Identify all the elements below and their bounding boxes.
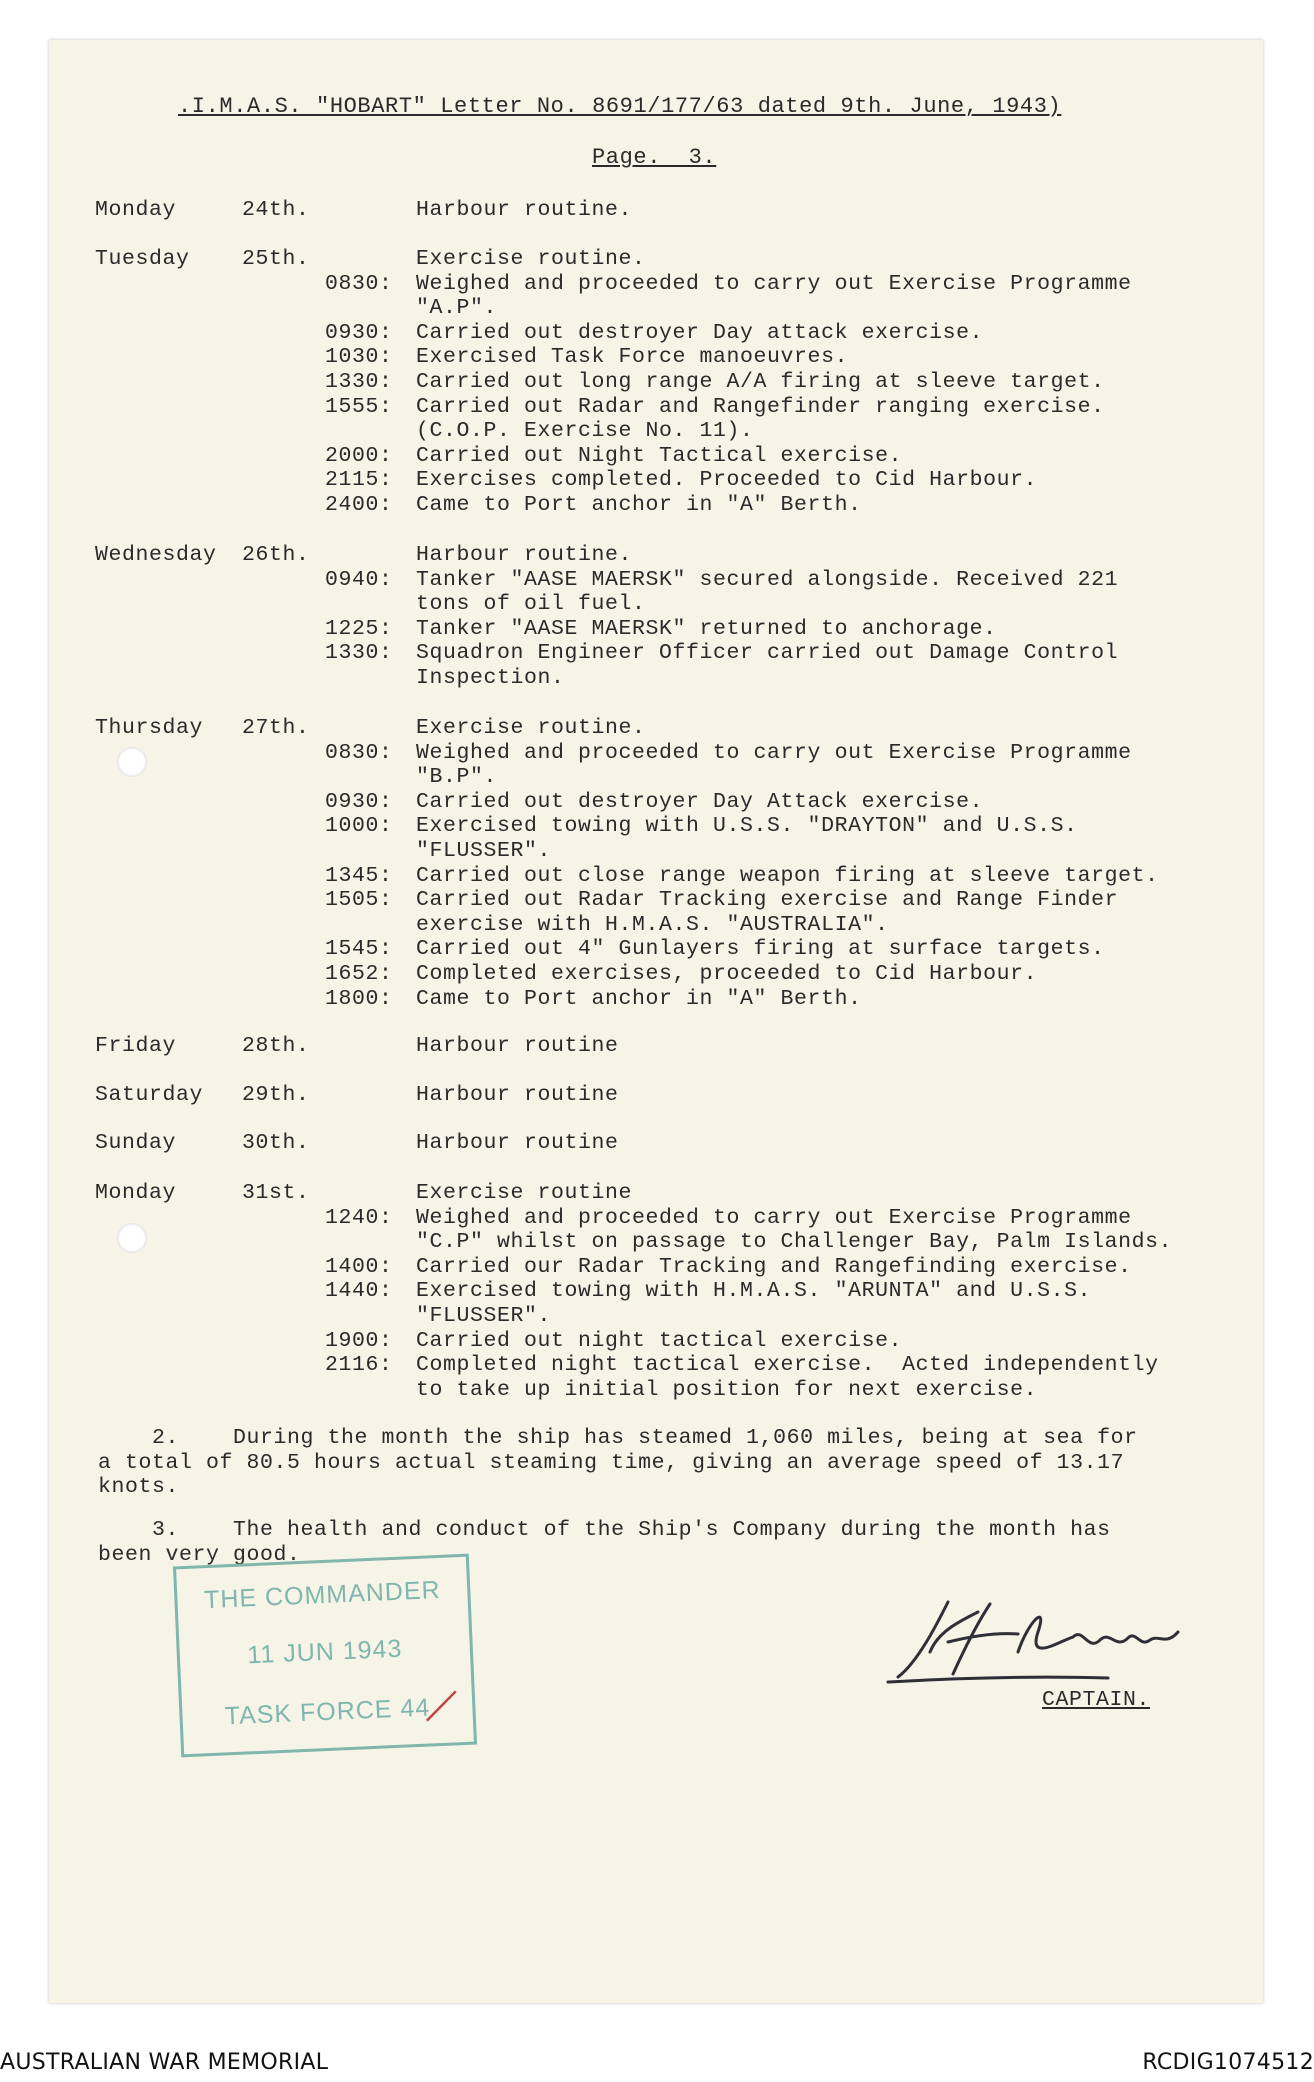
- log-time: 1555:: [325, 394, 393, 419]
- log-entry: Tanker "AASE MAERSK" returned to anchorage.: [416, 616, 997, 641]
- log-time: 0830:: [325, 740, 393, 765]
- log-time: 1330:: [325, 370, 393, 394]
- log-entry: "C.P" whilst on passage to Challenger Bay, Palm Islands.: [416, 1230, 1173, 1255]
- footer-credit: AUSTRALIAN WAR MEMORIAL: [0, 2050, 329, 2075]
- log-entry: Exercised Task Force manoeuvres.: [416, 345, 849, 370]
- commander-stamp: [173, 1554, 477, 1758]
- paragraph-line: a total of 80.5 hours actual steaming time, giving an average speed of 13.17: [98, 1450, 1125, 1475]
- paragraph-line: 2. During the month the ship has steamed 1,060 miles, being at sea for: [98, 1426, 1138, 1450]
- log-entry: exercise with H.M.A.S. "AUSTRALIA".: [416, 912, 889, 937]
- log-entry: Exercise routine: [416, 1181, 633, 1205]
- log-entry: Harbour routine: [416, 1131, 619, 1155]
- log-entry: Carried out 4" Gunlayers firing at surface targets.: [416, 937, 1105, 962]
- log-entry: Weighed and proceeded to carry out Exercise Programme: [416, 1205, 1132, 1230]
- log-time: 1505:: [325, 888, 393, 913]
- log-time: 2000:: [325, 443, 393, 468]
- log-time: 1345:: [325, 863, 393, 888]
- log-time: 1900:: [325, 1328, 393, 1353]
- log-entry: "FLUSSER".: [416, 1304, 552, 1328]
- log-entry: to take up initial position for next exercise.: [416, 1377, 1038, 1402]
- log-entry: Squadron Engineer Officer carried out Damage Control: [416, 641, 1119, 666]
- log-entry: Exercised towing with U.S.S. "DRAYTON" and U.S.S.: [416, 814, 1078, 839]
- paragraph-line: knots.: [98, 1475, 180, 1500]
- captain-title: CAPTAIN.: [1042, 1688, 1151, 1712]
- log-entry: Carried out destroyer Day attack exercise.: [416, 320, 984, 345]
- log-entry: (C.O.P. Exercise No. 11).: [416, 419, 754, 444]
- log-time: 2115:: [325, 468, 393, 493]
- log-entry: "B.P".: [416, 765, 498, 790]
- log-time: 1440:: [325, 1279, 393, 1304]
- log-entry: Carried out Night Tactical exercise.: [416, 443, 903, 468]
- stamp-line-3: TASK FORCE 44: [224, 1693, 431, 1731]
- log-entry: Completed exercises, proceeded to Cid Harbour.: [416, 962, 1038, 986]
- log-entry: Came to Port anchor in "A" Berth.: [416, 986, 862, 1011]
- punch-hole-top: [117, 747, 147, 777]
- log-day: Monday: [95, 198, 177, 222]
- log-date: 30th.: [242, 1131, 310, 1155]
- page-number: Page. 3.: [592, 145, 717, 170]
- log-time: 1240:: [325, 1205, 393, 1230]
- log-day: Wednesday: [95, 543, 217, 567]
- log-date: 25th.: [242, 247, 310, 271]
- log-entry: Carried out long range A/A firing at sleeve target.: [416, 370, 1105, 394]
- log-entry: Weighed and proceeded to carry out Exercise Programme: [416, 271, 1132, 296]
- stamp-line-1: THE COMMANDER: [203, 1575, 442, 1615]
- log-entry: Harbour routine.: [416, 543, 633, 567]
- log-date: 31st.: [242, 1181, 310, 1205]
- log-entry: Carried out Radar and Rangefinder ranging exercise.: [416, 394, 1105, 419]
- log-entry: Exercise routine.: [416, 716, 646, 740]
- log-time: 1400:: [325, 1254, 393, 1279]
- log-time: 0930:: [325, 789, 393, 814]
- log-entry: Carried our Radar Tracking and Rangefinding exercise.: [416, 1254, 1132, 1279]
- log-entry: Weighed and proceeded to carry out Exercise Programme: [416, 740, 1132, 765]
- log-entry: Harbour routine: [416, 1083, 619, 1107]
- log-date: 29th.: [242, 1083, 310, 1107]
- log-time: 0830:: [325, 271, 393, 296]
- log-entry: "A.P".: [416, 296, 498, 321]
- log-date: 26th.: [242, 543, 310, 567]
- log-entry: Harbour routine: [416, 1034, 619, 1058]
- punch-hole-bottom: [117, 1223, 147, 1253]
- log-day: Thursday: [95, 716, 204, 740]
- log-time: 1225:: [325, 616, 393, 641]
- log-time: 2116:: [325, 1353, 393, 1378]
- log-day: Monday: [95, 1181, 177, 1205]
- log-day: Sunday: [95, 1131, 177, 1155]
- paragraph-line: been very good.: [98, 1542, 301, 1567]
- log-time: 1330:: [325, 641, 393, 666]
- stamp-tick-mark: [421, 1685, 463, 1727]
- log-day: Friday: [95, 1034, 177, 1058]
- log-time: 1030:: [325, 345, 393, 370]
- footer-id: RCDIG1074512: [1142, 2050, 1314, 2075]
- log-entry: Carried out Radar Tracking exercise and Range Finder: [416, 888, 1119, 913]
- log-time: 1652:: [325, 962, 393, 986]
- log-day: Tuesday: [95, 247, 190, 271]
- log-entry: Carried out night tactical exercise.: [416, 1328, 903, 1353]
- log-time: 1000:: [325, 814, 393, 839]
- log-entry: Inspection.: [416, 666, 565, 690]
- log-entry: "FLUSSER".: [416, 839, 552, 863]
- log-date: 27th.: [242, 716, 310, 740]
- log-time: 0940:: [325, 567, 393, 592]
- log-entry: Came to Port anchor in "A" Berth.: [416, 493, 862, 517]
- log-entry: Carried out close range weapon firing at sleeve target.: [416, 863, 1159, 888]
- log-date: 24th.: [242, 198, 310, 222]
- log-time: 2400:: [325, 493, 393, 517]
- letter-header: .I.M.A.S. "HOBART" Letter No. 8691/177/63 dated 9th. June, 1943): [178, 94, 1062, 119]
- log-entry: Completed night tactical exercise. Acted independently: [416, 1353, 1159, 1378]
- log-time: 0930:: [325, 320, 393, 345]
- log-entry: tons of oil fuel.: [416, 592, 646, 617]
- log-entry: Carried out destroyer Day Attack exercise.: [416, 789, 984, 814]
- log-entry: Exercised towing with H.M.A.S. "ARUNTA" and U.S.S.: [416, 1279, 1092, 1304]
- paragraph-line: 3. The health and conduct of the Ship's Company during the month has: [98, 1518, 1111, 1542]
- log-time: 1545:: [325, 937, 393, 962]
- log-entry: Exercise routine.: [416, 247, 646, 271]
- log-entry: Exercises completed. Proceeded to Cid Harbour.: [416, 468, 1038, 493]
- log-day: Saturday: [95, 1083, 204, 1107]
- stamp-date: 11 JUN 1943: [246, 1634, 403, 1670]
- log-date: 28th.: [242, 1034, 310, 1058]
- log-entry: Harbour routine.: [416, 198, 633, 222]
- log-entry: Tanker "AASE MAERSK" secured alongside. Received 221: [416, 567, 1119, 592]
- captain-signature: [878, 1582, 1188, 1692]
- log-time: 1800:: [325, 986, 393, 1011]
